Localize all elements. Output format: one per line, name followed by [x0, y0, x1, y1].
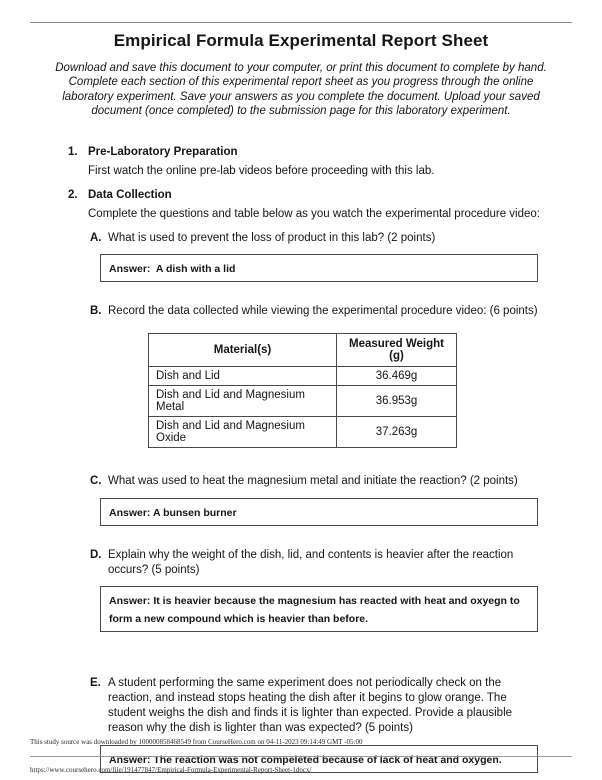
question-a: [90, 231, 572, 246]
material-cell: Dish and Lid: [149, 367, 337, 386]
footer-divider: [30, 756, 572, 757]
column-header-weight: Measured Weight (g): [337, 334, 457, 367]
table-header-row: [149, 334, 457, 367]
weight-cell: 36.469g: [337, 367, 457, 386]
section-number: 1.: [68, 146, 78, 158]
column-header-materials: Material(s): [149, 334, 337, 367]
section-data-collection-body: Complete the questions and table below as you watch the experimental procedure video:: [88, 208, 540, 220]
question-text: Explain why the weight of the dish, lid, and contents is heavier after the reaction occurs? (5 points): [108, 548, 514, 576]
answer-text: Answer: It is heavier because the magnesium has reacted with heat and oxyegn to form a new compound which is heavier than before.: [109, 594, 523, 625]
question-c: [90, 474, 572, 489]
section-prelab-heading: [68, 146, 572, 158]
intro-paragraph: Download and save this document to your computer, or print this document to complete by hand. Complete each section of this experimental report sheet as you progress through the online laboratory experiment. Save your answers as you complete the document. Upload your saved document (once completed) to the submission page for this laboratory experiment.: [55, 62, 547, 117]
answer-text: Answer: The reaction was not compeleted because of lack of heat and oxygen.: [109, 753, 502, 766]
source-url: https://www.coursehero.com/file/191477847/Empirical-Formula-Experimental-Report-Sheet-1docx/: [30, 766, 312, 774]
answer-text: Answer: A dish with a lid: [109, 263, 236, 276]
question-letter: A.: [90, 232, 102, 244]
answer-text: Answer: A bunsen burner: [109, 506, 237, 519]
materials-table: [148, 333, 457, 448]
question-letter: D.: [90, 548, 102, 561]
material-cell: Dish and Lid and Magnesium Metal: [149, 386, 337, 417]
question-text: What is used to prevent the loss of product in this lab? (2 points): [108, 232, 436, 244]
page-title: Empirical Formula Experimental Report Sheet: [113, 31, 489, 50]
question-text: Record the data collected while viewing the experimental procedure video: (6 points): [108, 305, 538, 318]
question-letter: E.: [90, 676, 101, 689]
table-row: [149, 367, 457, 386]
answer-field-d[interactable]: [100, 586, 538, 632]
weight-cell: 36.953g: [337, 386, 457, 417]
material-cell: Dish and Lid and Magnesium Oxide: [149, 417, 337, 448]
question-b: [90, 304, 572, 319]
question-e: [90, 676, 572, 737]
section-prelab-body: First watch the online pre-lab videos before proceeding with this lab.: [88, 165, 435, 177]
coursehero-download-note: This study source was downloaded by 100000858468549 from CourseHero.com on 04-11-2023 09:14:49 GMT -05:00: [30, 738, 363, 746]
table-row: [149, 417, 457, 448]
section-number: 2.: [68, 189, 78, 201]
top-divider: [30, 22, 572, 23]
weight-cell: 37.263g: [337, 417, 457, 448]
section-heading: Pre-Laboratory Preparation: [88, 146, 238, 158]
table-row: [149, 386, 457, 417]
question-text: What was used to heat the magnesium metal and initiate the reaction? (2 points): [108, 475, 518, 488]
question-letter: B.: [90, 305, 102, 318]
section-heading: Data Collection: [88, 189, 172, 201]
section-data-collection-heading: [68, 189, 572, 201]
question-d: [90, 548, 572, 578]
answer-field-a[interactable]: [100, 254, 538, 282]
question-letter: C.: [90, 475, 102, 488]
question-text: A student performing the same experiment does not periodically check on the reaction, and instead stops heating the dish after it begins to glow orange. The student weighs the dish and finds it is lighter than expected. Provide a plausible reason why the dish is lighter than was expected? (5 points): [108, 676, 513, 735]
answer-field-c[interactable]: [100, 498, 538, 526]
